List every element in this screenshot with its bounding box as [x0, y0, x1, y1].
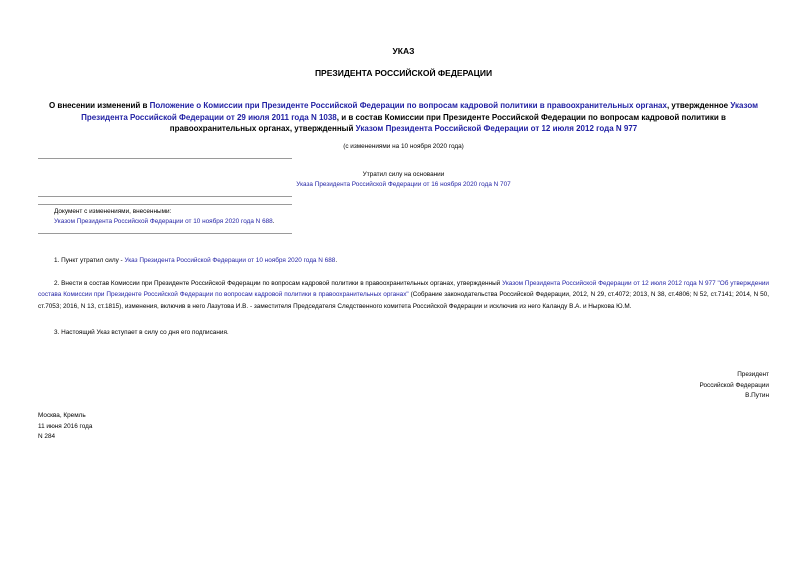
- doc-title-ukaz: УКАЗ: [392, 46, 415, 56]
- heading-link-decree-977[interactable]: Указом Президента Российской Федерации от 12 июля 2012 года N 977: [355, 124, 638, 134]
- place-date-block: [38, 411, 92, 443]
- heading-link-regulation[interactable]: Положение о Комиссии при Президенте Российской Федерации по вопросам кадровой политики в правоохранительных органах: [149, 101, 667, 110]
- edition-note: (с изменениями на 10 ноября 2020 года): [343, 143, 464, 150]
- heading-text-2: , утвержденное: [666, 101, 731, 110]
- amendments-decree-688-link[interactable]: Указом Президента Российской Федерации от 10 ноября 2020 года N 688: [54, 218, 273, 225]
- paragraph-1-link[interactable]: Указ Президента Российской Федерации от 10 ноября 2020 года N 688: [124, 257, 336, 264]
- doc-heading: [38, 100, 769, 135]
- repeal-note: Утратил силу на основании: [362, 171, 445, 178]
- repeal-decree-link[interactable]: Указа Президента Российской Федерации от 16 ноября 2020 года N 707: [296, 181, 511, 188]
- divider-top: [38, 196, 292, 197]
- heading-link-decree-1038[interactable]: Указом Президента Российской Федерации от 29 июля 2011 года N 1038: [81, 101, 759, 122]
- place: Москва, Кремль: [38, 412, 86, 419]
- signature-title: Президент: [737, 371, 769, 378]
- paragraph-1-text: 1. Пункт утратил силу -: [54, 257, 125, 264]
- doc-title-president: ПРЕЗИДЕНТА РОССИЙСКОЙ ФЕДЕРАЦИИ: [314, 68, 493, 78]
- heading-text-1: О внесении изменений в: [48, 101, 150, 110]
- paragraph-3: 3. Настоящий Указ вступает в силу со дня его подписания.: [54, 329, 229, 336]
- signature-block: [700, 370, 770, 402]
- heading-text-3: , и в состав Комиссии при Президенте Российской Федерации по вопросам кадровой политики в правоохранительных органах, утвержденный: [169, 112, 726, 134]
- paragraph-1-end: .: [335, 257, 338, 264]
- decree-number: N 284: [38, 433, 56, 440]
- signature-name: В.Путин: [745, 392, 769, 399]
- date: 11 июня 2016 года: [38, 422, 93, 430]
- amendments-link-end: .: [272, 218, 275, 225]
- signature-country: Российской Федерации: [699, 381, 769, 389]
- paragraph-1: [38, 255, 769, 266]
- repeal-link-wrap: [0, 180, 807, 189]
- paragraph-2-link[interactable]: Указом Президента Российской Федерации от 12 июля 2012 года N 977 "Об утверждении состава Комиссии при Президенте Российской Федерации по вопросам кадровой политики в правоохранительных органах": [38, 280, 769, 299]
- amendments-link-wrap: [54, 217, 275, 228]
- paragraph-2-text-2: (Собрание законодательства Российской Федерации, 2012, N 29, ст.4072; 2013, N 38, ст.4806; N 52, ст.7141; 2014, N 50, ст.7053; 2016, N 13, ст.1815), изменения, включив в него Лазутова И.В. - заместителя Председателя Следственного комитета Российской Федерации и исключив из него Каланду В.А. и Ныркова Ю.М.: [38, 291, 769, 310]
- divider-short: [38, 158, 292, 159]
- divider-bottom: [38, 204, 292, 205]
- paragraph-2: [38, 278, 769, 312]
- divider-after-amendments: [38, 233, 292, 234]
- amendments-label: Документ с изменениями, внесенными:: [54, 208, 172, 215]
- paragraph-2-text-1: 2. Внести в состав Комиссии при Президенте Российской Федерации по вопросам кадровой политики в правоохранительных органах, утвержденный: [54, 280, 503, 287]
